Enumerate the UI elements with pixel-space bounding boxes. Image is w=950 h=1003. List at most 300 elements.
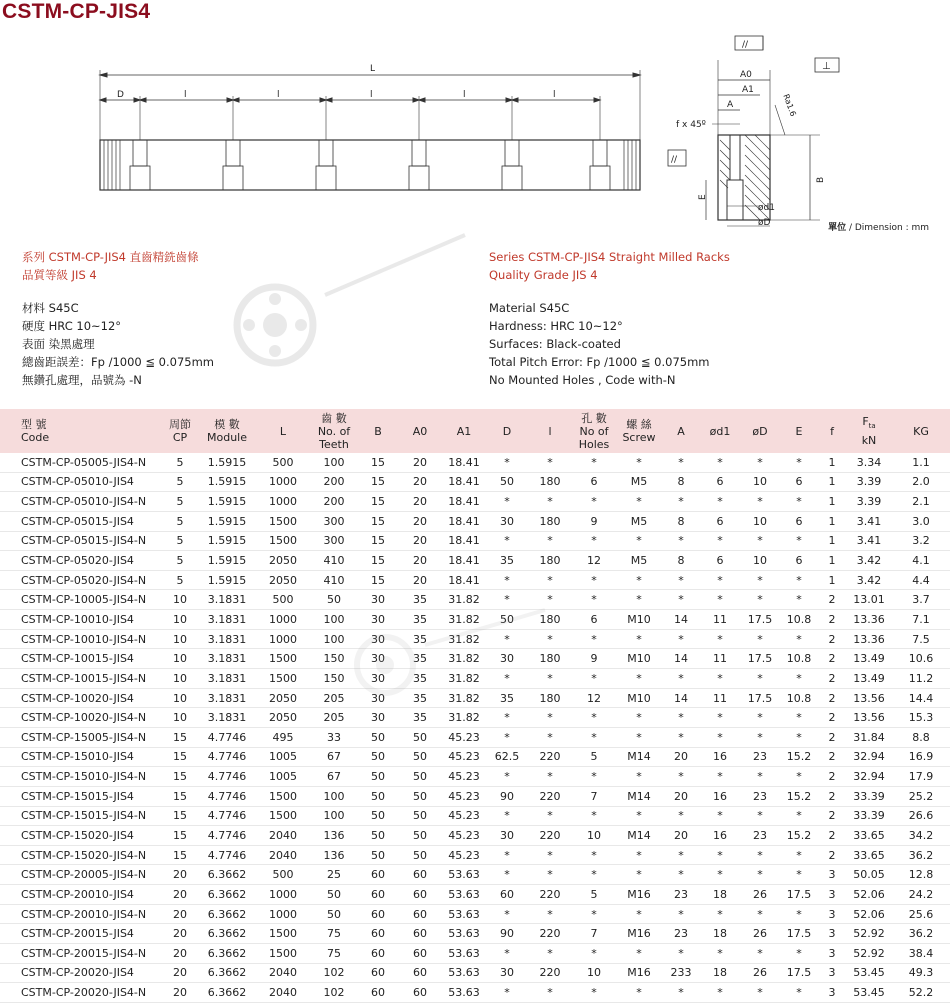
cell-fta: 52.92 xyxy=(853,946,885,960)
cell-code: CSTM-CP-05015-JIS4-N xyxy=(21,534,147,548)
cell-holes: 7 xyxy=(590,927,598,941)
cell-kg: 7.1 xyxy=(912,612,930,626)
cell-kg: 34.2 xyxy=(908,828,934,842)
cell-phiD: * xyxy=(757,770,763,784)
header-holes: 孔 數 No of Holes xyxy=(578,411,610,451)
cell-cp: 10 xyxy=(173,593,187,607)
table-row xyxy=(0,826,950,846)
cell-fta: 3.42 xyxy=(856,554,882,568)
cell-d1: 16 xyxy=(713,789,727,803)
cell-kg: 8.8 xyxy=(912,730,930,744)
cell-E: 15.2 xyxy=(786,750,812,764)
cell-module: 1.5915 xyxy=(207,534,247,548)
cell-fta: 31.84 xyxy=(853,730,885,744)
cell-d1: * xyxy=(717,809,723,823)
cell-holes: * xyxy=(591,907,597,921)
cell-A0: 35 xyxy=(413,671,427,685)
cell-cp: 20 xyxy=(173,986,187,1000)
cell-holes: 12 xyxy=(587,691,601,705)
header-cp: 周節 CP xyxy=(169,418,191,444)
perpendicular-symbol: ⊥ xyxy=(822,61,831,72)
cell-screw: M14 xyxy=(627,828,651,842)
cell-module: 4.7746 xyxy=(207,848,247,862)
cell-teeth: 75 xyxy=(327,946,341,960)
cell-E: * xyxy=(796,848,802,862)
cell-fta: 50.05 xyxy=(853,868,885,882)
cell-screw: * xyxy=(636,455,642,469)
cell-teeth: 67 xyxy=(327,750,341,764)
cell-L: 1500 xyxy=(269,789,297,803)
table-row xyxy=(0,551,950,571)
dim-l-label-2: l xyxy=(277,90,280,100)
table-row xyxy=(0,786,950,806)
cell-cp: 20 xyxy=(173,868,187,882)
cell-kg: 26.6 xyxy=(908,809,934,823)
cell-A0: 50 xyxy=(413,828,427,842)
cell-code: CSTM-CP-15010-JIS4 xyxy=(21,750,134,764)
cell-L: 1000 xyxy=(269,907,297,921)
cell-module: 4.7746 xyxy=(207,750,247,764)
table-row xyxy=(0,944,950,964)
cell-holes: * xyxy=(591,809,597,823)
header-l: l xyxy=(548,424,552,438)
cell-cp: 10 xyxy=(173,612,187,626)
cell-teeth: 410 xyxy=(323,554,345,568)
cell-A1: 31.82 xyxy=(448,671,480,685)
cell-holes: * xyxy=(591,573,597,587)
cell-B: 15 xyxy=(371,554,385,568)
cell-L: 500 xyxy=(272,593,294,607)
cell-A0: 60 xyxy=(413,966,427,980)
cell-screw: M5 xyxy=(630,475,648,489)
cell-A1: 31.82 xyxy=(448,632,480,646)
cell-screw: * xyxy=(636,986,642,1000)
cell-screw: M16 xyxy=(627,887,651,901)
cell-A0: 20 xyxy=(413,455,427,469)
cell-L: 2050 xyxy=(269,691,297,705)
cell-f: 2 xyxy=(828,730,836,744)
cell-cp: 15 xyxy=(173,750,187,764)
cell-phiD: * xyxy=(757,946,763,960)
en-spec-surface: Surfaces: Black-coated xyxy=(489,337,621,351)
cell-l: 180 xyxy=(539,691,561,705)
cell-fta: 53.45 xyxy=(853,966,885,980)
cell-cp: 15 xyxy=(173,730,187,744)
cell-l: * xyxy=(547,593,553,607)
cell-kg: 38.4 xyxy=(908,946,934,960)
cell-screw: M10 xyxy=(627,612,651,626)
cell-A: 20 xyxy=(674,789,688,803)
cell-l: * xyxy=(547,730,553,744)
cell-code: CSTM-CP-10015-JIS4-N xyxy=(21,671,147,685)
cell-D: * xyxy=(504,770,510,784)
cell-kg: 24.2 xyxy=(908,887,934,901)
header-A0: A0 xyxy=(412,424,428,438)
cell-teeth: 33 xyxy=(327,730,341,744)
cell-phiD: * xyxy=(757,573,763,587)
cell-A: 23 xyxy=(674,927,688,941)
table-row xyxy=(0,688,950,708)
dim-l-label-4: l xyxy=(463,90,466,100)
cell-holes: 6 xyxy=(590,612,598,626)
cell-screw: * xyxy=(636,868,642,882)
cell-L: 1500 xyxy=(269,927,297,941)
cell-kg: 4.4 xyxy=(912,573,930,587)
cell-D: * xyxy=(504,711,510,725)
cell-fta: 3.41 xyxy=(856,514,882,528)
cell-E: 17.5 xyxy=(786,887,812,901)
dim-E-label: E xyxy=(698,194,708,200)
cell-code: CSTM-CP-05005-JIS4-N xyxy=(21,455,147,469)
cell-B: 60 xyxy=(371,868,385,882)
cell-l: * xyxy=(547,868,553,882)
cell-holes: 10 xyxy=(587,966,601,980)
table-row xyxy=(0,492,950,512)
cell-B: 15 xyxy=(371,573,385,587)
cell-l: 220 xyxy=(539,789,561,803)
cell-holes: * xyxy=(591,730,597,744)
cell-kg: 16.9 xyxy=(908,750,934,764)
cell-L: 495 xyxy=(272,730,294,744)
cell-kg: 3.7 xyxy=(912,593,930,607)
cell-D: 30 xyxy=(500,652,514,666)
cell-fta: 33.65 xyxy=(853,848,885,862)
cell-A1: 18.41 xyxy=(448,495,480,509)
cell-phiD: * xyxy=(757,848,763,862)
table-row xyxy=(0,963,950,983)
cell-B: 15 xyxy=(371,534,385,548)
cell-code: CSTM-CP-05015-JIS4 xyxy=(21,514,134,528)
cell-d1: * xyxy=(717,495,723,509)
cell-A0: 50 xyxy=(413,789,427,803)
table-row xyxy=(0,511,950,531)
cell-B: 30 xyxy=(371,711,385,725)
header-f: f xyxy=(830,424,834,438)
cell-E: * xyxy=(796,809,802,823)
cell-teeth: 200 xyxy=(323,495,345,509)
cell-A1: 31.82 xyxy=(448,691,480,705)
cell-code: CSTM-CP-20015-JIS4 xyxy=(21,927,134,941)
cell-kg: 14.4 xyxy=(908,691,934,705)
rack-front-view xyxy=(100,70,640,190)
cell-cp: 15 xyxy=(173,809,187,823)
cell-teeth: 75 xyxy=(327,927,341,941)
cell-B: 60 xyxy=(371,946,385,960)
cell-phiD: * xyxy=(757,632,763,646)
cell-module: 4.7746 xyxy=(207,809,247,823)
cell-kg: 49.3 xyxy=(908,966,934,980)
cell-A0: 20 xyxy=(413,573,427,587)
cell-d1: 11 xyxy=(713,612,727,626)
cell-cp: 5 xyxy=(176,455,184,469)
table-row xyxy=(0,904,950,924)
cell-A1: 18.41 xyxy=(448,534,480,548)
cell-teeth: 102 xyxy=(323,966,345,980)
cell-B: 60 xyxy=(371,887,385,901)
cell-A1: 45.23 xyxy=(448,770,480,784)
cell-teeth: 100 xyxy=(323,632,345,646)
cell-holes: * xyxy=(591,671,597,685)
cell-f: 1 xyxy=(828,554,836,568)
cell-B: 30 xyxy=(371,593,385,607)
cell-A1: 53.63 xyxy=(448,966,480,980)
cell-A1: 53.63 xyxy=(448,887,480,901)
cell-phiD: * xyxy=(757,455,763,469)
cell-L: 1005 xyxy=(269,770,297,784)
cell-A: * xyxy=(678,455,684,469)
cell-B: 60 xyxy=(371,986,385,1000)
cell-E: * xyxy=(796,632,802,646)
cell-l: * xyxy=(547,770,553,784)
cell-l: * xyxy=(547,848,553,862)
table-row xyxy=(0,472,950,492)
cell-f: 2 xyxy=(828,711,836,725)
cell-l: 180 xyxy=(539,612,561,626)
cell-code: CSTM-CP-10020-JIS4-N xyxy=(21,711,147,725)
cell-A0: 20 xyxy=(413,554,427,568)
cell-d1: * xyxy=(717,593,723,607)
en-spec-material: Material S45C xyxy=(489,301,570,315)
en-spec-hardness: Hardness: HRC 10~12° xyxy=(489,319,623,333)
cell-l: 180 xyxy=(539,475,561,489)
cell-module: 1.5915 xyxy=(207,554,247,568)
cell-E: * xyxy=(796,907,802,921)
header-A: A xyxy=(677,424,685,438)
cell-L: 1000 xyxy=(269,612,297,626)
cell-D: * xyxy=(504,671,510,685)
cell-code: CSTM-CP-20020-JIS4 xyxy=(21,966,134,980)
cell-L: 1500 xyxy=(269,946,297,960)
cell-screw: * xyxy=(636,809,642,823)
cell-teeth: 100 xyxy=(323,455,345,469)
cell-A1: 31.82 xyxy=(448,593,480,607)
cell-A: * xyxy=(678,671,684,685)
cell-fta: 3.41 xyxy=(856,534,882,548)
cell-D: * xyxy=(504,809,510,823)
cell-A: 14 xyxy=(674,612,688,626)
cell-B: 60 xyxy=(371,927,385,941)
cell-teeth: 25 xyxy=(327,868,341,882)
cell-fta: 3.42 xyxy=(856,573,882,587)
header-D: D xyxy=(502,424,512,438)
dim-A-label: A xyxy=(727,100,734,110)
cell-E: 10.8 xyxy=(786,691,812,705)
table-row xyxy=(0,806,950,826)
cell-fta: 3.34 xyxy=(856,455,882,469)
cell-A1: 18.41 xyxy=(448,455,480,469)
cell-code: CSTM-CP-15010-JIS4-N xyxy=(21,770,147,784)
cell-kg: 25.2 xyxy=(908,789,934,803)
cell-module: 1.5915 xyxy=(207,495,247,509)
cell-L: 2040 xyxy=(269,828,297,842)
cell-kg: 2.1 xyxy=(912,495,930,509)
cell-D: 62.5 xyxy=(494,750,520,764)
cell-A1: 45.23 xyxy=(448,730,480,744)
table-row xyxy=(0,727,950,747)
cell-E: * xyxy=(796,495,802,509)
cell-E: 6 xyxy=(795,554,803,568)
cell-phiD: * xyxy=(757,907,763,921)
table-row xyxy=(0,570,950,590)
cell-A1: 53.63 xyxy=(448,907,480,921)
header-screw: 螺 絲 Screw xyxy=(622,418,656,444)
en-spec-no-holes: No Mounted Holes , Code with-N xyxy=(489,373,676,387)
cell-f: 2 xyxy=(828,632,836,646)
cell-screw: * xyxy=(636,946,642,960)
cell-L: 1000 xyxy=(269,495,297,509)
table-row xyxy=(0,983,950,1003)
cell-cp: 10 xyxy=(173,691,187,705)
header-kg: KG xyxy=(913,424,929,438)
unit-label xyxy=(828,220,929,233)
cell-code: CSTM-CP-05010-JIS4 xyxy=(21,475,134,489)
cell-holes: * xyxy=(591,986,597,1000)
dim-L-label: L xyxy=(370,64,376,74)
header-code: 型 號 Code xyxy=(21,418,50,444)
cell-d1: 16 xyxy=(713,750,727,764)
cell-kg: 10.6 xyxy=(908,652,934,666)
cell-cp: 10 xyxy=(173,711,187,725)
cell-A0: 50 xyxy=(413,848,427,862)
cell-code: CSTM-CP-10010-JIS4-N xyxy=(21,632,147,646)
cell-teeth: 50 xyxy=(327,887,341,901)
cell-screw: * xyxy=(636,770,642,784)
cell-l: * xyxy=(547,809,553,823)
cell-l: * xyxy=(547,632,553,646)
table-row xyxy=(0,531,950,551)
cell-fta: 33.39 xyxy=(853,809,885,823)
header-E: E xyxy=(795,424,803,438)
cell-module: 3.1831 xyxy=(207,632,247,646)
cell-fta: 33.65 xyxy=(853,828,885,842)
cell-phiD: 10 xyxy=(753,554,767,568)
cell-A: 20 xyxy=(674,828,688,842)
cell-holes: * xyxy=(591,868,597,882)
cell-module: 6.3662 xyxy=(207,966,247,980)
cell-E: 15.2 xyxy=(786,789,812,803)
table-row xyxy=(0,453,950,472)
cell-f: 1 xyxy=(828,495,836,509)
cell-f: 2 xyxy=(828,789,836,803)
cell-A: * xyxy=(678,770,684,784)
cell-screw: * xyxy=(636,632,642,646)
cell-f: 2 xyxy=(828,612,836,626)
cell-phiD: * xyxy=(757,671,763,685)
cell-L: 1000 xyxy=(269,475,297,489)
table-row xyxy=(0,747,950,767)
cell-module: 3.1831 xyxy=(207,612,247,626)
cell-A: * xyxy=(678,495,684,509)
cell-A1: 53.63 xyxy=(448,927,480,941)
cell-module: 1.5915 xyxy=(207,573,247,587)
cell-module: 4.7746 xyxy=(207,770,247,784)
cell-E: * xyxy=(796,868,802,882)
header-phiD: øD xyxy=(752,424,768,438)
table-row xyxy=(0,767,950,787)
cell-screw: * xyxy=(636,907,642,921)
cell-L: 2050 xyxy=(269,554,297,568)
parallel-symbol-2: // xyxy=(671,155,678,165)
cell-cp: 20 xyxy=(173,927,187,941)
cell-phiD: 17.5 xyxy=(747,652,773,666)
cell-screw: M16 xyxy=(627,927,651,941)
cell-A: 8 xyxy=(677,514,685,528)
cell-code: CSTM-CP-20020-JIS4-N xyxy=(21,986,147,1000)
cell-D: * xyxy=(504,455,510,469)
cell-D: * xyxy=(504,868,510,882)
cell-A1: 18.41 xyxy=(448,475,480,489)
cell-kg: 4.1 xyxy=(912,554,930,568)
cell-phiD: * xyxy=(757,711,763,725)
table-row xyxy=(0,590,950,610)
cell-cp: 15 xyxy=(173,828,187,842)
cell-fta: 52.06 xyxy=(853,907,885,921)
cell-B: 50 xyxy=(371,750,385,764)
table-row xyxy=(0,629,950,649)
cell-E: 6 xyxy=(795,475,803,489)
cell-l: * xyxy=(547,455,553,469)
cell-A0: 60 xyxy=(413,907,427,921)
cell-B: 30 xyxy=(371,612,385,626)
cell-B: 50 xyxy=(371,809,385,823)
cell-E: 15.2 xyxy=(786,828,812,842)
cell-E: * xyxy=(796,711,802,725)
cell-fta: 13.49 xyxy=(853,671,885,685)
cell-fta: 13.36 xyxy=(853,612,885,626)
cell-l: * xyxy=(547,907,553,921)
cell-fta: 13.36 xyxy=(853,632,885,646)
cell-f: 2 xyxy=(828,671,836,685)
cell-A1: 45.23 xyxy=(448,789,480,803)
cell-code: CSTM-CP-20010-JIS4 xyxy=(21,887,134,901)
cell-f: 3 xyxy=(828,907,836,921)
cell-l: * xyxy=(547,986,553,1000)
cell-l: 220 xyxy=(539,887,561,901)
header-fta: $F_{ta}$ kN xyxy=(861,415,877,447)
cell-A: 8 xyxy=(677,554,685,568)
cell-module: 4.7746 xyxy=(207,730,247,744)
cell-code: CSTM-CP-15015-JIS4-N xyxy=(21,809,147,823)
cell-f: 2 xyxy=(828,770,836,784)
cell-holes: * xyxy=(591,770,597,784)
cell-module: 6.3662 xyxy=(207,868,247,882)
cell-A: * xyxy=(678,730,684,744)
cell-D: 30 xyxy=(500,966,514,980)
cell-module: 6.3662 xyxy=(207,887,247,901)
cell-A: 20 xyxy=(674,750,688,764)
cell-phiD: 10 xyxy=(753,514,767,528)
cell-module: 1.5915 xyxy=(207,475,247,489)
cell-screw: M5 xyxy=(630,514,648,528)
cell-A1: 53.63 xyxy=(448,986,480,1000)
cell-E: * xyxy=(796,671,802,685)
header-L: L xyxy=(279,424,287,438)
cell-phiD: 23 xyxy=(753,828,767,842)
cell-l: * xyxy=(547,534,553,548)
cell-E: 10.8 xyxy=(786,612,812,626)
cell-f: 2 xyxy=(828,809,836,823)
cell-A1: 18.41 xyxy=(448,554,480,568)
cell-phiD: 23 xyxy=(753,750,767,764)
table-row xyxy=(0,610,950,630)
cell-cp: 5 xyxy=(176,534,184,548)
parallel-symbol: // xyxy=(742,40,749,50)
cell-fta: 13.49 xyxy=(853,652,885,666)
cell-B: 60 xyxy=(371,966,385,980)
cell-A0: 20 xyxy=(413,475,427,489)
table-row xyxy=(0,845,950,865)
cell-d1: * xyxy=(717,986,723,1000)
